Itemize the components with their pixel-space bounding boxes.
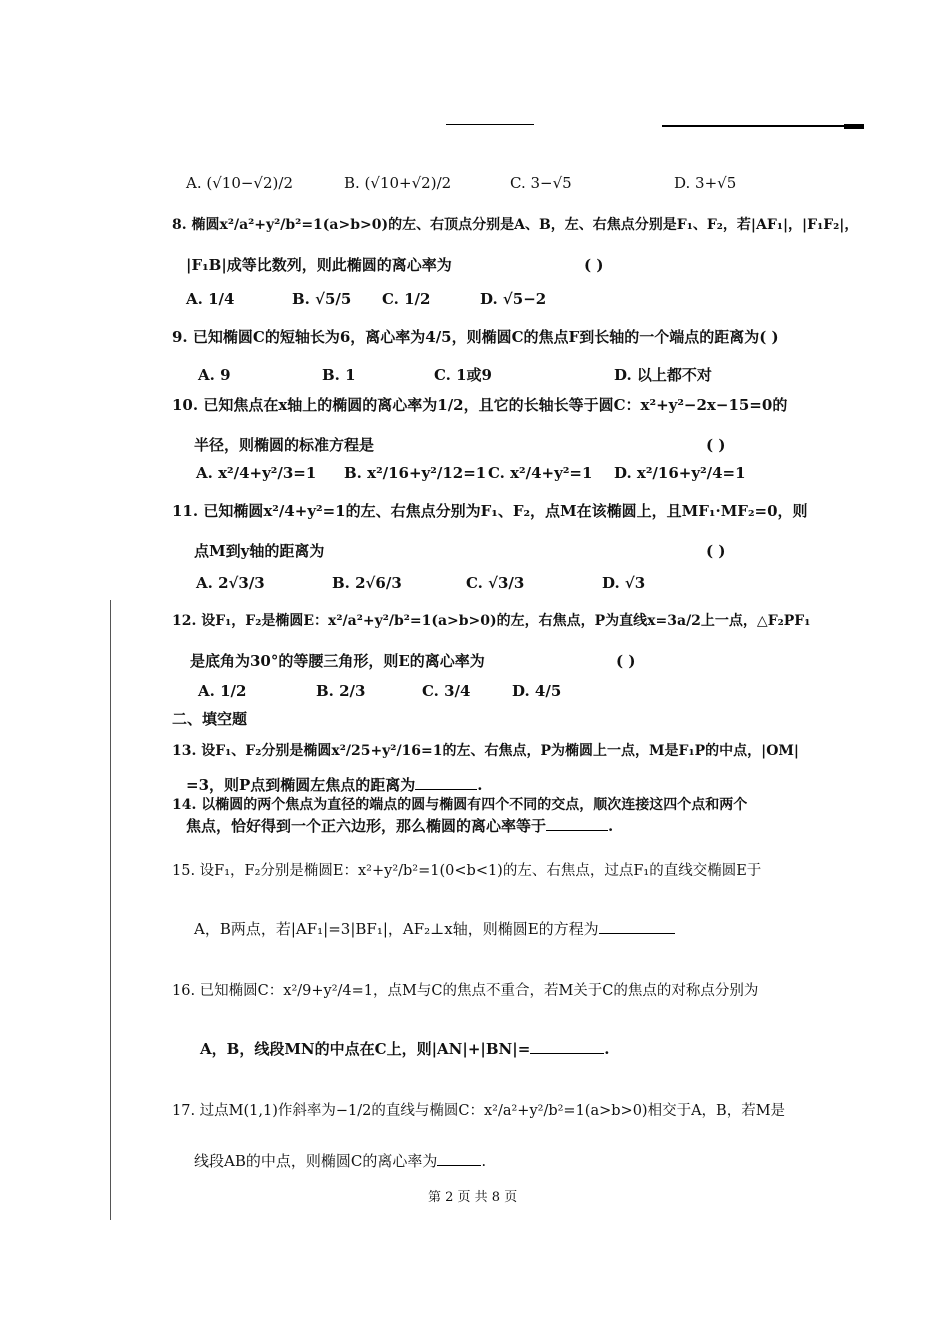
q17-stem-text: 线段AB的中点，则椭圆C的离心率为 [194, 1152, 438, 1170]
q11-option-a: A. 2√3/3 [196, 574, 265, 592]
q13-stem-line2 [186, 774, 483, 796]
q16-stem-line1: 16. 已知椭圆C：x²/9+y²/4=1，点M与C的焦点不重合，若M关于C的焦点的对称点分别为 [172, 983, 759, 999]
q12-stem-line1: 12. 设F₁，F₂是椭圆E：x²/a²+y²/b²=1(a>b>0)的左，右焦点，P为直线x=3a/2上一点，△F₂PF₁ [172, 613, 811, 629]
q9-stem: 9. 已知椭圆C的短轴长为6，离心率为4/5，则椭圆C的焦点F到长轴的一个端点的距离为( ) [172, 328, 779, 346]
q12-option-c: C. 3/4 [422, 682, 471, 700]
q16-period: . [604, 1040, 610, 1058]
q10-answer-paren: ( ) [706, 436, 726, 454]
q12-option-b: B. 2/3 [316, 682, 366, 700]
q8-option-a: A. 1/4 [186, 290, 235, 308]
q7-option-b: B. (√10+√2)/2 [344, 174, 452, 192]
q15-answer-blank[interactable] [599, 933, 675, 934]
q12-answer-paren: ( ) [616, 652, 636, 670]
q8-option-d: D. √5−2 [480, 290, 547, 308]
q14-answer-blank[interactable] [546, 830, 608, 831]
q11-stem-line1: 11. 已知椭圆x²/4+y²=1的左、右焦点分别为F₁、F₂，点M在该椭圆上，且MF₁·MF₂=0，则 [172, 502, 808, 520]
section-heading-fill-in: 二、填空题 [172, 710, 248, 728]
q13-stem-line1: 13. 设F₁、F₂分别是椭圆x²/25+y²/16=1的左、右焦点，P为椭圆上一点，M是F₁P的中点，|OM| [172, 743, 800, 759]
q17-period: . [481, 1152, 487, 1170]
q7-option-c: C. 3−√5 [510, 174, 572, 192]
q15-stem-line2 [194, 918, 675, 940]
q15-stem-text: A，B两点，若|AF₁|=3|BF₁|，AF₂⊥x轴，则椭圆E的方程为 [194, 920, 599, 938]
q9-option-d: D. 以上都不对 [614, 366, 712, 384]
q16-stem-text: A，B，线段MN的中点在C上，则|AN|+|BN|= [200, 1040, 531, 1058]
header-rule-mark [844, 124, 864, 129]
q11-option-c: C. √3/3 [466, 574, 525, 592]
q16-answer-blank[interactable] [530, 1053, 604, 1054]
q9-option-a: A. 9 [198, 366, 231, 384]
q11-option-d: D. √3 [602, 574, 646, 592]
q13-answer-blank[interactable] [415, 789, 477, 790]
q14-stem-line1: 14. 以椭圆的两个焦点为直径的端点的圆与椭圆有四个不同的交点，顺次连接这四个点和两个 [172, 797, 748, 813]
q12-option-d: D. 4/5 [512, 682, 562, 700]
q10-option-d: D. x²/16+y²/4=1 [614, 464, 746, 482]
q9-option-c: C. 1或9 [434, 366, 492, 384]
q10-stem-line1: 10. 已知焦点在x轴上的椭圆的离心率为1/2，且它的长轴长等于圆C：x²+y²−2x−15=0的 [172, 396, 788, 414]
q14-stem-text: 焦点，恰好得到一个正六边形，那么椭圆的离心率等于 [186, 817, 547, 835]
q15-stem-line1: 15. 设F₁，F₂分别是椭圆E：x²+y²/b²=1(0<b<1)的左、右焦点，过点F₁的直线交椭圆E于 [172, 863, 762, 879]
page-number-footer: 第 2 页 共 8 页 [428, 1190, 518, 1205]
q8-answer-paren: ( ) [584, 256, 604, 274]
q11-answer-paren: ( ) [706, 542, 726, 560]
q14-stem-line2 [186, 815, 613, 837]
q17-stem-line1: 17. 过点M(1,1)作斜率为−1/2的直线与椭圆C：x²/a²+y²/b²=1(a>b>0)相交于A，B，若M是 [172, 1103, 786, 1119]
binding-edge [110, 600, 111, 1220]
q8-stem-line1: 8. 椭圆x²/a²+y²/b²=1(a>b>0)的左、右顶点分别是A、B，左、右焦点分别是F₁、F₂，若|AF₁|，|F₁F₂|， [172, 217, 859, 233]
q7-option-a: A. (√10−√2)/2 [186, 174, 293, 192]
header-rule-long [662, 125, 844, 127]
header-rule-short [446, 124, 534, 125]
q10-stem-line2: 半径，则椭圆的标准方程是 [194, 436, 375, 454]
q17-answer-blank[interactable] [437, 1165, 481, 1166]
q16-stem-line2 [200, 1038, 610, 1060]
q7-option-d: D. 3+√5 [674, 174, 737, 192]
q14-period: . [608, 817, 614, 835]
q12-option-a: A. 1/2 [198, 682, 247, 700]
q13-period: . [477, 776, 483, 794]
q10-option-a: A. x²/4+y²/3=1 [196, 464, 317, 482]
q11-stem-line2: 点M到y轴的距离为 [194, 542, 325, 560]
q12-stem-line2: 是底角为30°的等腰三角形，则E的离心率为 [190, 652, 485, 670]
q10-option-b: B. x²/16+y²/12=1 [344, 464, 487, 482]
q11-option-b: B. 2√6/3 [332, 574, 402, 592]
q8-stem-line2: |F₁B|成等比数列，则此椭圆的离心率为 [186, 256, 452, 274]
q8-option-b: B. √5/5 [292, 290, 352, 308]
q8-option-c: C. 1/2 [382, 290, 431, 308]
q9-option-b: B. 1 [322, 366, 356, 384]
q17-stem-line2 [194, 1150, 486, 1172]
q10-option-c: C. x²/4+y²=1 [488, 464, 593, 482]
q13-stem-text: =3，则P点到椭圆左焦点的距离为 [186, 776, 416, 794]
